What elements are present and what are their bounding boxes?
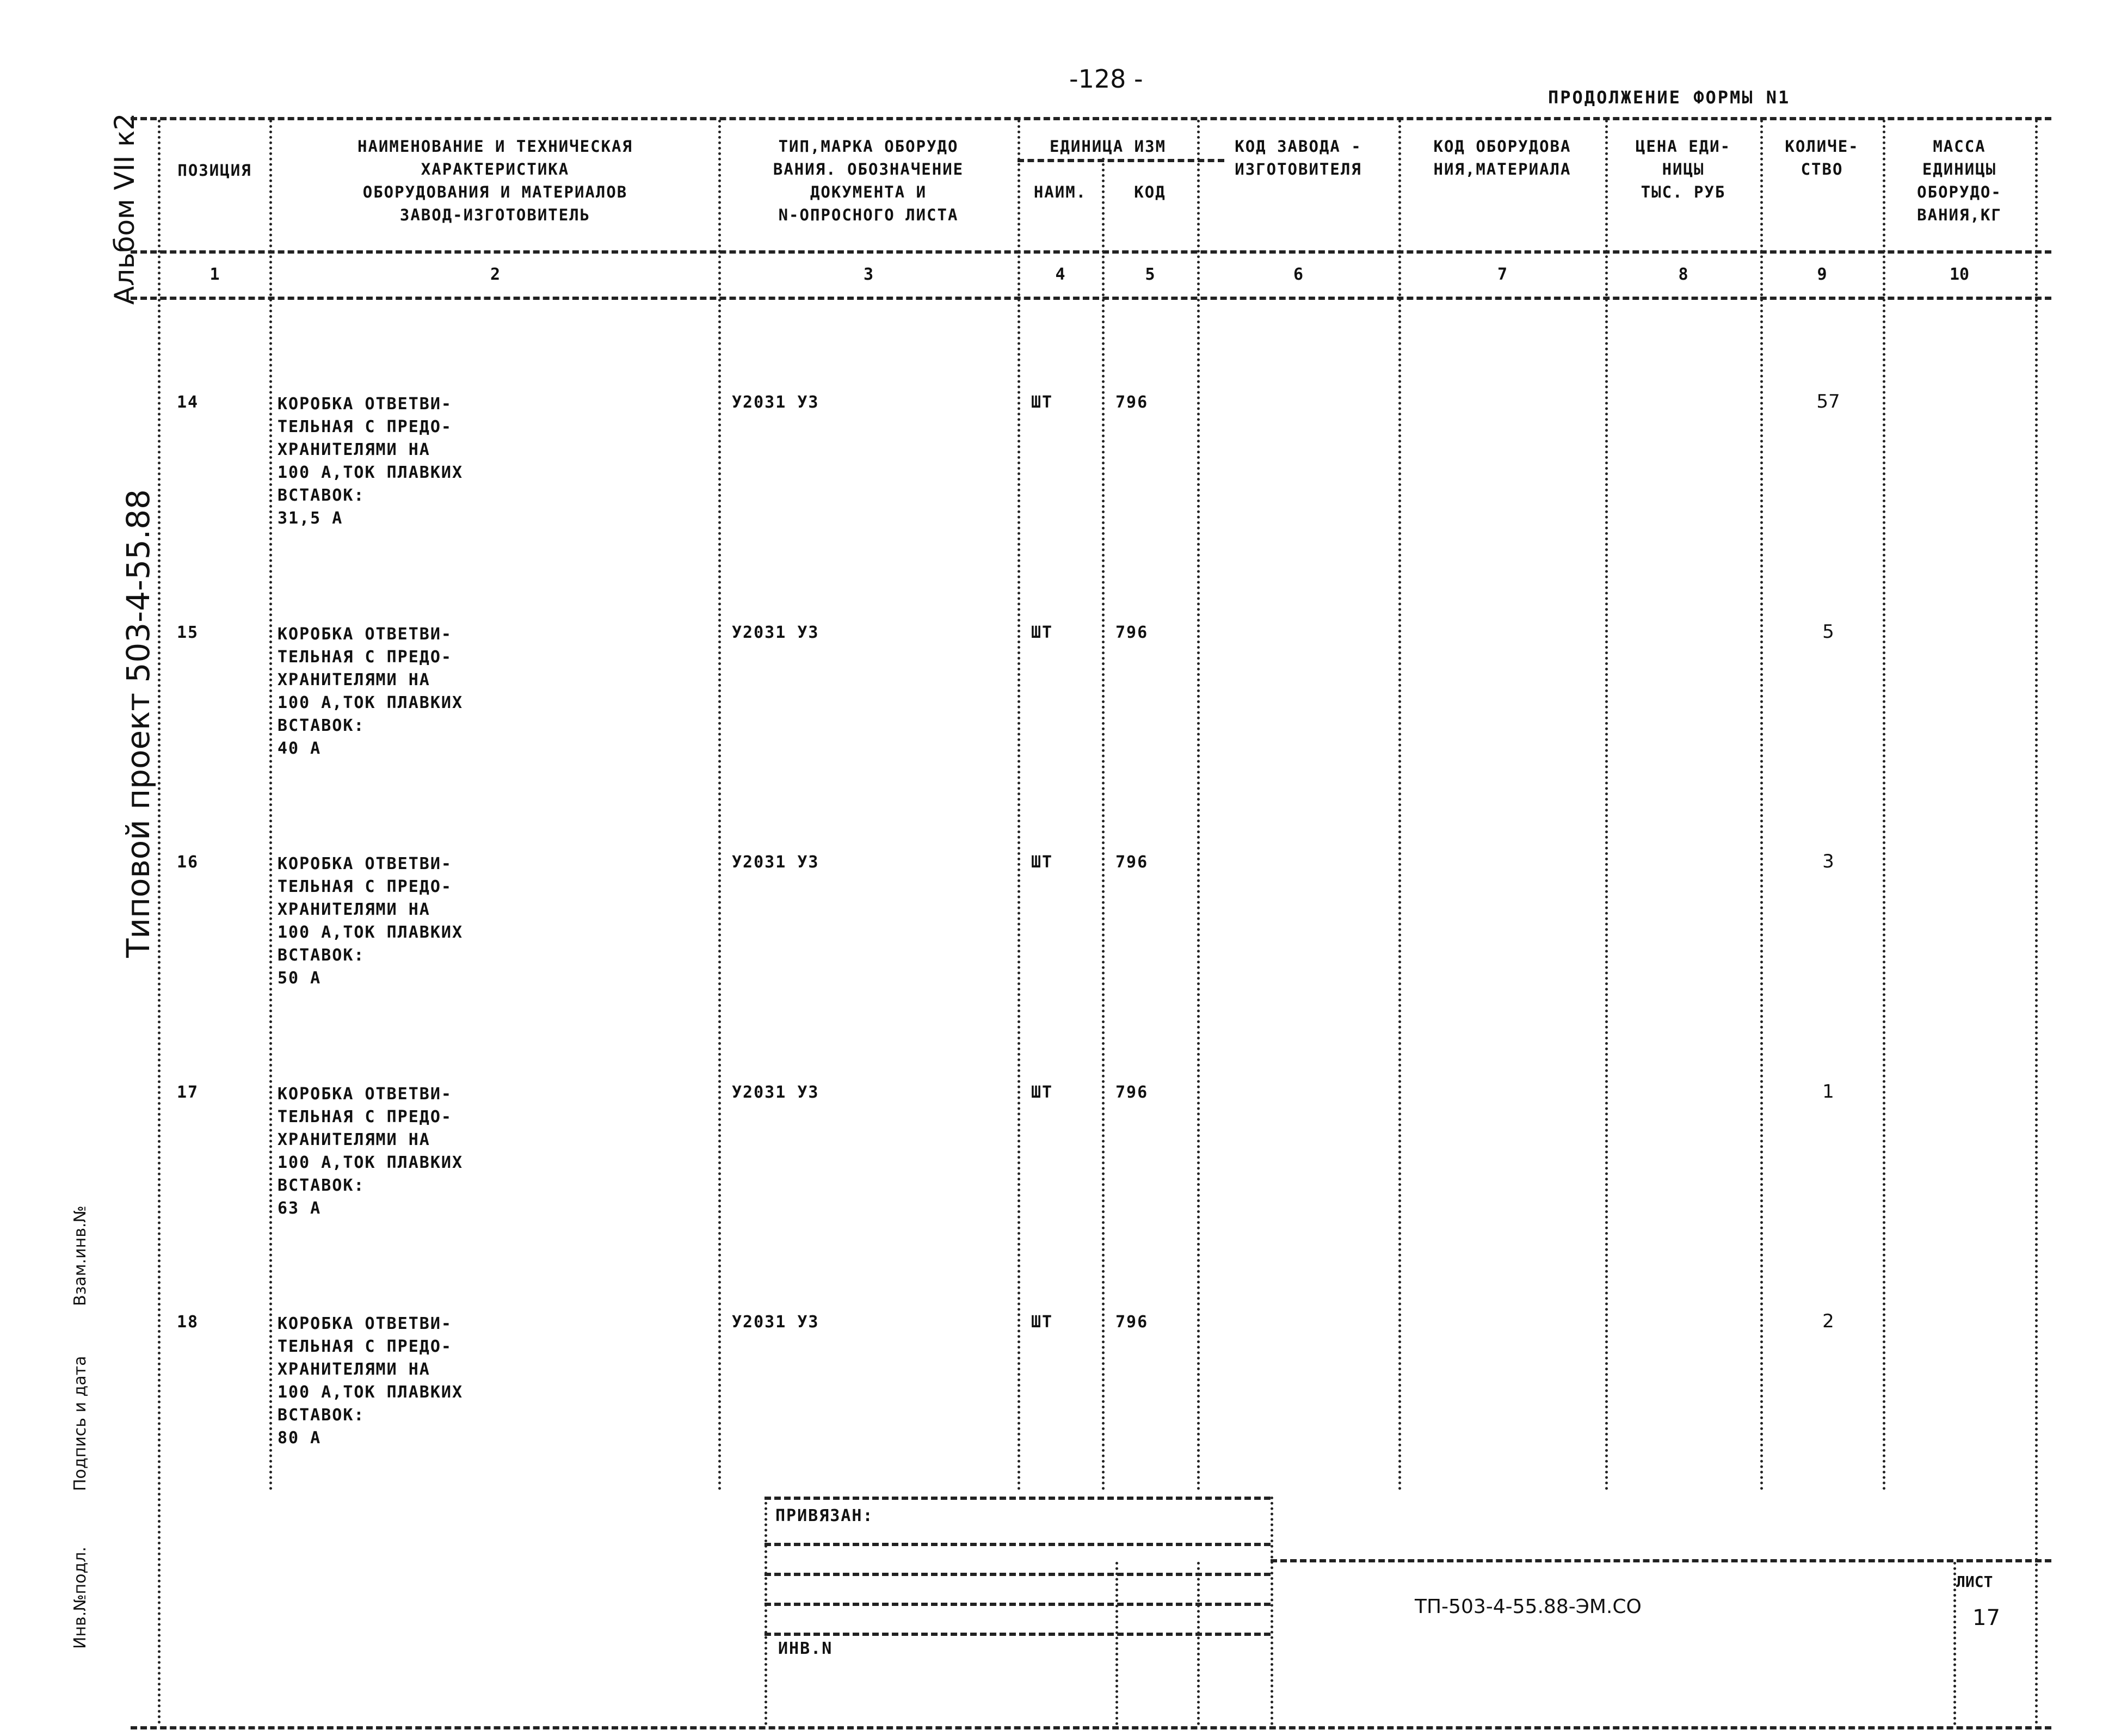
- rule-v8: [1760, 120, 1763, 1491]
- row-type: У2031 У3: [732, 1083, 819, 1102]
- description-line: 100 А,ТОК ПЛАВКИХ: [278, 923, 464, 942]
- rule-v0: [158, 120, 161, 1725]
- description-line: ТЕЛЬНАЯ С ПРЕДО-: [278, 1337, 452, 1356]
- rule-unit-split: [1018, 159, 1224, 162]
- description-line: КОРОБКА ОТВЕТВИ-: [278, 854, 452, 873]
- header-position: ПОЗИЦИЯ: [177, 161, 252, 180]
- inv-podl-label: Инв.№подл.: [71, 1547, 90, 1649]
- row-quantity: 2: [1822, 1310, 1834, 1332]
- stamp-rule: [764, 1497, 1271, 1500]
- vzam-inv-label: Взам.инв.№: [71, 1205, 90, 1306]
- col-number-10: 10: [1949, 265, 1970, 284]
- description-line: ВСТАВОК:: [278, 486, 365, 505]
- row-unit-code: 796: [1115, 1313, 1149, 1332]
- description-line: ТЕЛЬНАЯ С ПРЕДО-: [278, 648, 452, 667]
- description-line: 80 А: [278, 1429, 322, 1448]
- stamp-rule: [1271, 1559, 2051, 1562]
- description-line: ХРАНИТЕЛЯМИ НА: [278, 900, 430, 919]
- col-number-2: 2: [490, 265, 501, 284]
- header-mass: МАССА ЕДИНИЦЫ ОБОРУДО- ВАНИЯ,КГ: [1917, 137, 2002, 224]
- header-price: ЦЕНА ЕДИ- НИЦЫ ТЫС. РУБ: [1635, 137, 1731, 201]
- stamp-rule: [1197, 1562, 1200, 1725]
- description-line: ВСТАВОК:: [278, 1406, 365, 1425]
- row-type: У2031 У3: [732, 393, 819, 412]
- stamp-rule: [764, 1497, 767, 1725]
- row-description: [278, 1083, 724, 1220]
- description-line: ХРАНИТЕЛЯМИ НА: [278, 670, 430, 690]
- rule-top: [131, 117, 2051, 120]
- header-unit-code: КОД: [1134, 183, 1166, 201]
- header-unit: ЕДИНИЦА ИЗМ: [1049, 137, 1167, 156]
- row-unit-code: 796: [1115, 623, 1149, 642]
- description-line: 50 А: [278, 969, 322, 988]
- row-unit: ШТ: [1031, 1083, 1053, 1102]
- row-unit: ШТ: [1031, 393, 1053, 412]
- rule-v6: [1398, 120, 1401, 1491]
- description-line: 100 А,ТОК ПЛАВКИХ: [278, 693, 464, 712]
- col-number-7: 7: [1497, 265, 1508, 284]
- row-quantity: 1: [1822, 1081, 1834, 1103]
- col-number-3: 3: [863, 265, 874, 284]
- stamp-rule: [1115, 1562, 1118, 1725]
- row-description: [278, 1313, 724, 1450]
- description-line: ВСТАВОК:: [278, 1176, 365, 1195]
- row-quantity: 57: [1816, 391, 1840, 413]
- description-line: КОРОБКА ОТВЕТВИ-: [278, 1085, 452, 1104]
- continuation-title: ПРОДОЛЖЕНИЕ ФОРМЫ N1: [1548, 87, 1791, 108]
- row-unit: ШТ: [1031, 853, 1053, 872]
- col-number-9: 9: [1817, 265, 1827, 284]
- description-line: ВСТАВОК:: [278, 716, 365, 735]
- page-number: -128 -: [1069, 64, 1143, 94]
- signature-date-label: Подпись и дата: [71, 1356, 90, 1491]
- stamp-rule: [764, 1633, 1271, 1636]
- privyazan-label: ПРИВЯЗАН:: [775, 1506, 874, 1525]
- description-line: 100 А,ТОК ПЛАВКИХ: [278, 1153, 464, 1172]
- inv-n-label: ИНВ.N: [778, 1639, 833, 1658]
- description-line: 63 А: [278, 1199, 322, 1218]
- rule-v7: [1605, 120, 1608, 1491]
- row-unit-code: 796: [1115, 1083, 1149, 1102]
- row-unit: ШТ: [1031, 623, 1053, 642]
- row-unit-code: 796: [1115, 853, 1149, 872]
- description-line: 40 А: [278, 739, 322, 758]
- row-type: У2031 У3: [732, 1313, 819, 1332]
- rule-v5: [1197, 120, 1200, 1491]
- row-unit-code: 796: [1115, 393, 1149, 412]
- description-line: ХРАНИТЕЛЯМИ НА: [278, 1360, 430, 1379]
- row-quantity: 5: [1822, 621, 1834, 643]
- rule-numbers-bottom: [131, 297, 2051, 300]
- rule-v2: [718, 120, 721, 1491]
- col-number-1: 1: [209, 265, 220, 284]
- col-number-5: 5: [1145, 265, 1155, 284]
- row-description: [278, 393, 724, 530]
- document-id: ТП-503-4-55.88-ЭМ.СО: [1415, 1596, 1642, 1618]
- description-line: 100 А,ТОК ПЛАВКИХ: [278, 463, 464, 482]
- header-equipment-code: КОД ОБОРУДОВА НИЯ,МАТЕРИАЛА: [1433, 137, 1571, 178]
- description-line: ВСТАВОК:: [278, 946, 365, 965]
- stamp-rule: [764, 1603, 1271, 1606]
- rule-v3: [1018, 120, 1020, 1491]
- description-line: 100 А,ТОК ПЛАВКИХ: [278, 1383, 464, 1402]
- row-type: У2031 У3: [732, 853, 819, 872]
- row-position: 15: [177, 623, 199, 642]
- col-number-8: 8: [1678, 265, 1688, 284]
- sheet-label: ЛИСТ: [1956, 1573, 1993, 1591]
- sheet-number: 17: [1972, 1605, 2000, 1630]
- row-quantity: 3: [1822, 851, 1834, 872]
- rule-v4: [1102, 158, 1105, 1491]
- rule-v10: [2035, 120, 2038, 1725]
- row-position: 16: [177, 853, 199, 872]
- row-description: [278, 623, 724, 760]
- project-label: Типовой проект 503-4-55.88: [120, 489, 157, 958]
- description-line: ТЕЛЬНАЯ С ПРЕДО-: [278, 1107, 452, 1126]
- rule-v1: [269, 120, 272, 1491]
- rule-header-bottom: [131, 250, 2051, 254]
- stamp-rule: [764, 1573, 1271, 1576]
- description-line: КОРОБКА ОТВЕТВИ-: [278, 625, 452, 644]
- rule-bottom: [131, 1726, 2051, 1729]
- row-position: 14: [177, 393, 199, 412]
- description-line: ХРАНИТЕЛЯМИ НА: [278, 440, 430, 459]
- rule-v9: [1883, 120, 1885, 1491]
- col-number-4: 4: [1055, 265, 1065, 284]
- header-factory-code: КОД ЗАВОДА - ИЗГОТОВИТЕЛЯ: [1235, 137, 1362, 178]
- row-position: 18: [177, 1313, 199, 1332]
- header-type: ТИП,МАРКА ОБОРУДО ВАНИЯ. ОБОЗНАЧЕНИЕ ДОКУМЕНТА И N-ОПРОСНОГО ЛИСТА: [773, 137, 964, 224]
- row-unit: ШТ: [1031, 1313, 1053, 1332]
- stamp-rule: [1271, 1497, 1273, 1725]
- row-type: У2031 У3: [732, 623, 819, 642]
- description-line: КОРОБКА ОТВЕТВИ-: [278, 1314, 452, 1333]
- description-line: ХРАНИТЕЛЯМИ НА: [278, 1130, 430, 1149]
- row-position: 17: [177, 1083, 199, 1102]
- header-quantity: КОЛИЧЕ- СТВО: [1785, 137, 1859, 178]
- description-line: ТЕЛЬНАЯ С ПРЕДО-: [278, 417, 452, 436]
- description-line: КОРОБКА ОТВЕТВИ-: [278, 395, 452, 414]
- description-line: 31,5 А: [278, 509, 343, 528]
- header-unit-name: НАИМ.: [1033, 183, 1087, 201]
- description-line: ТЕЛЬНАЯ С ПРЕДО-: [278, 877, 452, 896]
- album-label: Альбом VII к2: [109, 113, 140, 305]
- row-description: [278, 853, 724, 990]
- col-number-6: 6: [1293, 265, 1304, 284]
- header-name: НАИМЕНОВАНИЕ И ТЕХНИЧЕСКАЯ ХАРАКТЕРИСТИКА ОБОРУДОВАНИЯ И МАТЕРИАЛОВ ЗАВОД-ИЗГОТОВИТЕЛЬ: [357, 137, 633, 224]
- stamp-rule: [764, 1543, 1271, 1546]
